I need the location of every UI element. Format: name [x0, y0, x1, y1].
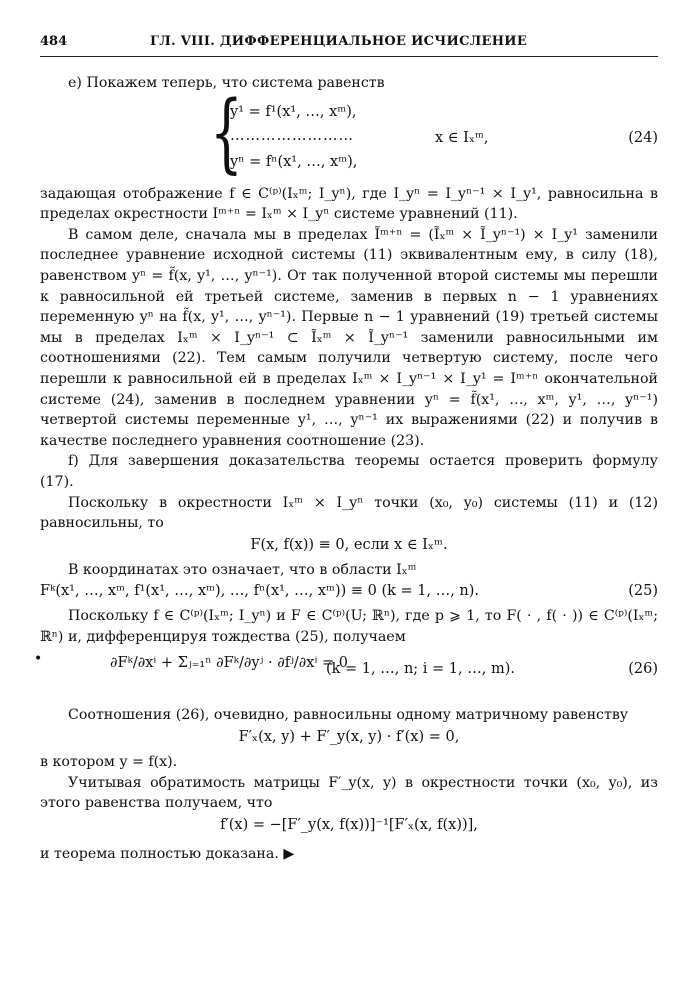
paragraph-1: задающая отображение f ∈ C⁽ᵖ⁾(Iₓᵐ; I_yⁿ), где I_yⁿ = I_yⁿ⁻¹ × I_y¹, равносильна в пределах окрестности Iᵐ⁺ⁿ = Iₓᵐ × I_yⁿ системе уравнений (11). [40, 185, 658, 223]
paragraph-5: Поскольку f ∈ C⁽ᵖ⁾(Iₓᵐ; I_yⁿ) и F ∈ C⁽ᵖ⁾(U; ℝⁿ), где p ⩾ 1, то F( · , f( · )) ∈ C⁽ᵖ⁾(Iₓᵐ; ℝⁿ) и, дифференцируя тождества (25), получаем [40, 608, 658, 645]
eq25-body: Fᵏ(x¹, …, xᵐ, f¹(x¹, …, xᵐ), …, fⁿ(x¹, …, xᵐ)) ≡ 0 (k = 1, …, n). [40, 583, 480, 600]
equation-26 [34, 647, 658, 705]
eq26-lhs: ∂Fᵏ/∂xⁱ + Σⱼ₌₁ⁿ ∂Fᵏ/∂yʲ · ∂fʲ/∂xⁱ = 0 [110, 655, 348, 672]
equation-number-24: (24) [628, 129, 658, 146]
system-line-1: y¹ = f¹(x¹, …, xᵐ), [230, 103, 357, 120]
paragraph-6: Соотношения (26), очевидно, равносильны одному матричному равенству [68, 707, 629, 724]
paragraph-f: f) Для завершения доказательства теоремы остается проверить формулу (17). [40, 453, 658, 490]
paragraph-3: Поскольку в окрестности Iₓᵐ × I_yⁿ точки (x₀, y₀) системы (11) и (12) равносильны, то [40, 494, 658, 532]
equation-matrix [40, 726, 658, 752]
chapter-title: ГЛ. VIII. ДИФФЕРЕНЦИАЛЬНОЕ ИСЧИСЛЕНИЕ [150, 34, 528, 49]
running-header [40, 34, 658, 54]
system-line-n: yⁿ = fⁿ(x¹, …, xᵐ), [230, 153, 358, 170]
paragraph-7: в котором y = f(x). [40, 754, 178, 771]
header-rule [40, 56, 658, 57]
paragraph-8: Учитывая обратимость матрицы F′_y(x, y) в окрестности точки (x₀, y₀), из этого равенства получаем, что [40, 774, 658, 812]
matrix-formula: F′ₓ(x, y) + F′_y(x, y) · f′(x) = 0, [238, 729, 460, 746]
equation-identity [40, 534, 658, 560]
system-condition: x ∈ Iₓᵐ, [435, 129, 489, 146]
equation-25 [40, 580, 658, 606]
equation-number-26: (26) [628, 661, 658, 678]
equation-number-25: (25) [628, 583, 658, 600]
left-brace: { [210, 82, 243, 183]
paragraph-e-intro: e) Покажем теперь, что система равенств [68, 75, 385, 91]
page-number: 484 [40, 34, 68, 49]
closing-line: и теорема полностью доказана. ▶ [40, 845, 295, 862]
paragraph-2: В самом деле, сначала мы в пределах Ĩᵐ⁺ⁿ = (Ĩₓᵐ × Ĩ_yⁿ⁻¹) × I_y¹ заменили последнее уравнение исходной системы (11) эквивалентным ему, в силу (18), равенством yⁿ = f̃(x, y¹, …, yⁿ⁻¹). От так полученной второй системы мы перешли к равносильной ей третьей системе, заменив в первых n − 1 уравнениях переменную yⁿ на f̃(x, y¹, …, yⁿ⁻¹). Первые n − 1 уравнений (19) третьей системы мы в пределах Iₓᵐ × I_yⁿ⁻¹ ⊂ Ĩₓᵐ × Ĩ_yⁿ⁻¹ заменили равносильными им соотношениями (22). Тем самым получили четвертую систему, после чего перешли к равносильной ей в пределах Iₓᵐ × I_yⁿ⁻¹ × I_y¹ = Iᵐ⁺ⁿ окончательной системе (24), заменив в последнем уравнении yⁿ = f̃(x¹, …, xᵐ, y¹, …, yⁿ⁻¹) четвертой системы переменные y¹, …, yⁿ⁻¹ их выражениями (22) и получив в качестве последнего уравнения соотношение (23). [40, 226, 658, 449]
system-dots: …………………… [230, 127, 354, 144]
final-formula: f′(x) = −[F′_y(x, f(x))]⁻¹[F′ₓ(x, f(x))], [220, 816, 478, 833]
eq26-condition: (k = 1, …, n; i = 1, …, m). [326, 661, 515, 678]
equation-final [40, 814, 658, 844]
identity-formula: F(x, f(x)) ≡ 0, если x ∈ Iₓᵐ. [250, 536, 448, 553]
page [34, 34, 658, 864]
margin-mark: • [34, 651, 43, 668]
paragraph-4: В координатах это означает, что в области Iₓᵐ [68, 561, 417, 578]
